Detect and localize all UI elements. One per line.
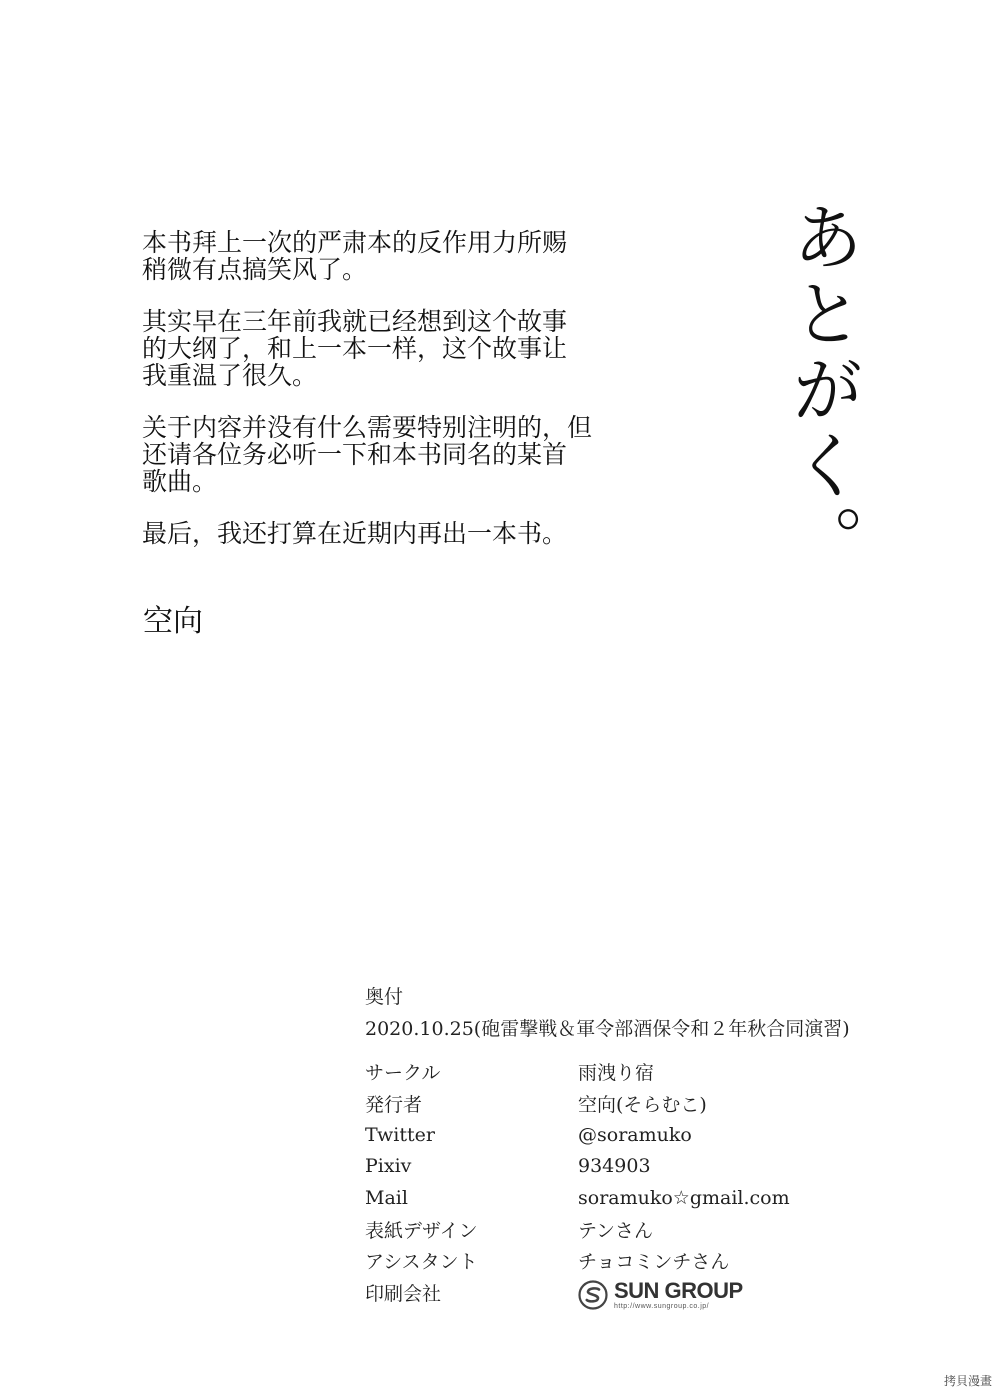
afterword-line: 最后，我还打算在近期内再出一本书。 bbox=[142, 519, 568, 548]
afterword-line: 稍微有点搞笑风了。 bbox=[142, 255, 368, 284]
colophon-row-circle bbox=[365, 1056, 965, 1088]
sun-group-logo-name: SUN GROUP bbox=[614, 1278, 743, 1304]
colophon-row-cover-design bbox=[365, 1214, 965, 1246]
colophon-row-publisher bbox=[365, 1088, 965, 1120]
afterword-line: 的大纲了，和上一本一样，这个故事让 bbox=[142, 334, 568, 363]
sun-group-logo-icon bbox=[578, 1280, 608, 1310]
colophon-key: 表紙デザイン bbox=[365, 1219, 478, 1242]
afterword-paragraph bbox=[142, 520, 642, 547]
colophon-value: @soramuko bbox=[578, 1123, 692, 1146]
afterword-line: 还请各位务必听一下和本书同名的某首 bbox=[142, 440, 568, 469]
colophon-key: Twitter bbox=[365, 1123, 435, 1146]
sun-group-logo-url: http://www.sungroup.co.jp/ bbox=[614, 1303, 710, 1311]
colophon-row-twitter bbox=[365, 1119, 965, 1151]
afterword-title: あとがく。 bbox=[780, 200, 864, 580]
colophon-row-pixiv bbox=[365, 1151, 965, 1183]
colophon-value: soramuko☆gmail.com bbox=[578, 1186, 790, 1209]
sun-group-logo bbox=[578, 1280, 743, 1310]
afterword-paragraph bbox=[142, 229, 642, 283]
colophon-event: 2020.10.25(砲雷撃戦＆軍令部酒保令和２年秋合同演習) bbox=[365, 1018, 850, 1040]
colophon-value: テンさん bbox=[578, 1219, 654, 1242]
colophon-value: 空向(そらむこ) bbox=[578, 1093, 707, 1116]
colophon-key: サークル bbox=[365, 1062, 441, 1085]
afterword-body bbox=[142, 229, 642, 572]
colophon-key: アシスタント bbox=[365, 1251, 478, 1274]
afterword-line: 关于内容并没有什么需要特别注明的，但 bbox=[142, 413, 593, 442]
printer-logo bbox=[578, 1274, 743, 1310]
colophon-key: 発行者 bbox=[365, 1093, 423, 1116]
watermark: 拷貝漫畫 bbox=[943, 1374, 992, 1388]
colophon-value: チョコミンチさん bbox=[578, 1251, 730, 1274]
colophon-value: 雨洩り宿 bbox=[578, 1062, 655, 1085]
afterword-line: 本书拜上一次的严肃本的反作用力所赐 bbox=[142, 228, 568, 257]
author-signature: 空向 bbox=[143, 604, 203, 639]
afterword-paragraph bbox=[142, 308, 642, 389]
colophon-key: Mail bbox=[365, 1186, 408, 1209]
colophon-heading: 奥付 bbox=[365, 986, 404, 1008]
colophon-row-printer bbox=[365, 1277, 965, 1309]
colophon-row-mail bbox=[365, 1182, 965, 1214]
colophon-key: Pixiv bbox=[365, 1155, 412, 1178]
colophon-row-assistant bbox=[365, 1245, 965, 1277]
afterword-paragraph bbox=[142, 414, 642, 495]
afterword-line: 其实早在三年前我就已经想到这个故事 bbox=[142, 307, 568, 336]
afterword-line: 我重温了很久。 bbox=[142, 361, 318, 390]
afterword-line: 歌曲。 bbox=[142, 467, 218, 496]
colophon-value: 934903 bbox=[578, 1155, 651, 1178]
colophon bbox=[365, 982, 965, 1311]
colophon-key: 印刷会社 bbox=[365, 1282, 442, 1305]
sun-group-logo-text bbox=[614, 1280, 743, 1310]
